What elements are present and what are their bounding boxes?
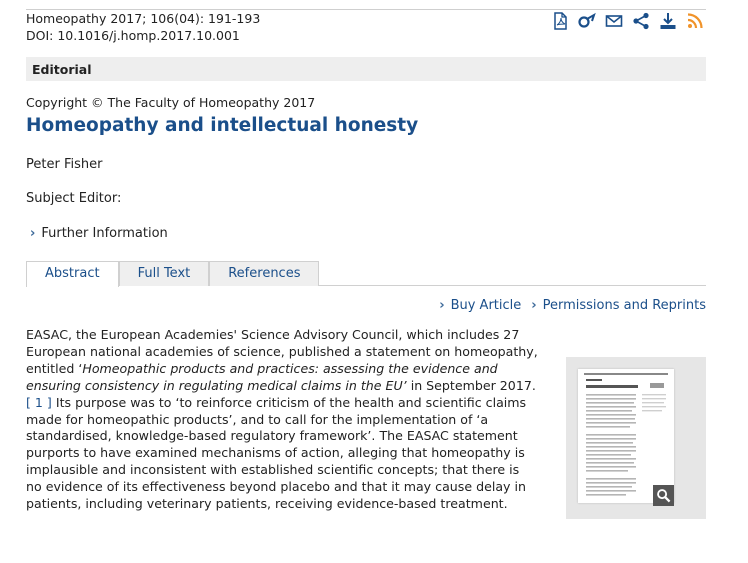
citation-doi: DOI: 10.1016/j.homp.2017.10.001 (26, 28, 240, 43)
tab-references[interactable]: References (209, 261, 319, 286)
thumbnail-page (578, 369, 674, 503)
share-icon[interactable] (631, 11, 650, 30)
further-information-label: Further Information (41, 226, 168, 241)
copyright: Copyright © The Faculty of Homeopathy 2017 (26, 95, 316, 110)
rss-icon[interactable] (685, 11, 704, 30)
chevron-right-icon: › (531, 298, 537, 313)
citation-icon[interactable] (577, 11, 596, 30)
article-title: Homeopathy and intellectual honesty (26, 115, 419, 136)
abstract-statement-title: Homeopathic products and practices: assessing the evidence and ensuring consistency in regulating medical claims in the EU’ (26, 360, 498, 393)
chevron-right-icon: › (30, 226, 36, 241)
citation-journal: Homeopathy 2017; 106(04): 191-193 (26, 11, 261, 26)
citation (26, 10, 260, 44)
permissions-label: Permissions and Reprints (542, 298, 706, 313)
abstract-part-3: Its purpose was to ‘to reinforce criticism of the health and scientific claims made for homeopathic products’, and to call for the implementation of ‘a standardised, knowledge-based regulatory framework’. The EASAC statement purports to have examined mechanisms of action, alleging that homeopathy is implausible and inconsistent with established scientific concepts; that there is no evidence of its effectiveness beyond placebo and that it may cause delay in patients, including veterinary patients, receiving evidence-based treatment. (26, 394, 527, 512)
article-thumbnail[interactable] (566, 357, 706, 519)
article-toolbar (550, 11, 704, 30)
buy-article-label: Buy Article (450, 298, 522, 313)
chevron-right-icon: › (439, 298, 445, 313)
abstract-part-2: in September 2017. (406, 377, 536, 393)
thumbnail-page-image (578, 369, 674, 503)
article-tabs (26, 261, 706, 286)
author[interactable]: Peter Fisher (26, 157, 103, 172)
further-information-toggle[interactable] (30, 226, 168, 241)
abstract-part-1: EASAC, the European Academies' Science Advisory Council, which includes 27 European national academies of science, published a statement on homeopathy, entitled ‘ (26, 327, 538, 376)
permissions-link[interactable] (531, 298, 706, 313)
pdf-icon[interactable] (550, 11, 569, 30)
tab-abstract[interactable]: Abstract (26, 261, 119, 287)
tab-full-text[interactable]: Full Text (119, 261, 210, 286)
subject-editor: Subject Editor: (26, 191, 122, 206)
article-actions (439, 298, 706, 313)
email-icon[interactable] (604, 11, 623, 30)
reference-link-1[interactable]: [ 1 ] (26, 394, 52, 410)
abstract-text (26, 327, 538, 513)
buy-article-link[interactable] (439, 298, 521, 313)
zoom-icon[interactable] (653, 485, 674, 506)
section-label: Editorial (26, 57, 706, 81)
download-icon[interactable] (658, 11, 677, 30)
